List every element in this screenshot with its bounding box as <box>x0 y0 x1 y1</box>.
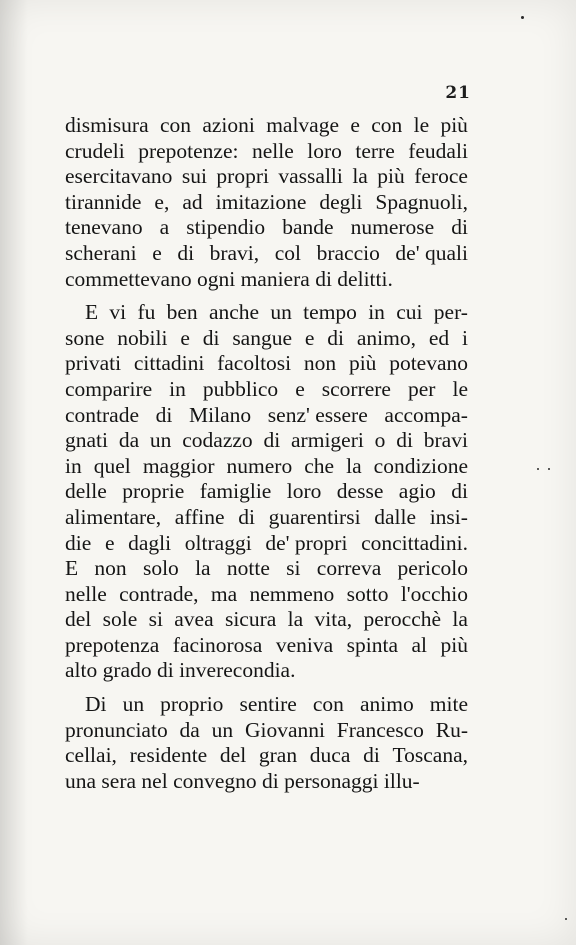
word: feudali <box>408 138 468 163</box>
word: e <box>304 325 315 350</box>
word: avea <box>174 607 214 632</box>
word: sangue <box>232 325 293 350</box>
word: delle <box>65 479 107 504</box>
word: de' propri <box>265 530 348 555</box>
word: di <box>155 402 173 427</box>
word: notte <box>226 556 270 581</box>
word: con <box>312 692 344 717</box>
text-line <box>65 139 468 165</box>
word: più <box>440 113 468 137</box>
word: privati <box>65 351 122 376</box>
word: anche <box>208 300 260 325</box>
word: con <box>159 113 191 137</box>
text-line <box>65 190 468 216</box>
word: di <box>396 428 413 453</box>
word: cittadini <box>133 351 205 376</box>
word: grado <box>102 658 152 683</box>
word: sera <box>101 768 137 793</box>
word: si <box>148 607 163 632</box>
word: loro <box>307 138 342 163</box>
word: sone <box>65 325 105 350</box>
word: loro <box>286 479 322 504</box>
word: nel <box>141 768 168 793</box>
text-line <box>65 377 468 403</box>
paragraph-gap <box>65 292 468 300</box>
word: di <box>238 504 255 529</box>
word: contrade <box>65 402 140 427</box>
text-line <box>65 215 468 241</box>
word: scorrere <box>321 376 391 401</box>
word: feroce <box>414 164 468 189</box>
text-line <box>65 113 468 139</box>
word: Ru- <box>435 717 468 742</box>
word: si <box>286 556 301 581</box>
page-number: 21 <box>445 83 471 103</box>
text-line <box>65 351 468 377</box>
word: maniera <box>240 266 310 291</box>
word: cui <box>396 300 423 325</box>
word: commettevano <box>65 266 192 291</box>
word: la <box>195 556 211 581</box>
body-text <box>65 113 468 794</box>
word: scherani <box>65 240 137 265</box>
word: pronunciato <box>65 717 168 742</box>
word: senz' essere <box>267 402 368 427</box>
word: alto <box>65 658 98 683</box>
word: armigeri <box>291 428 364 453</box>
word: bande <box>282 215 334 240</box>
word: non <box>94 556 127 581</box>
word: la <box>352 164 368 189</box>
word: residente <box>129 743 208 768</box>
word: un <box>122 692 145 717</box>
word: un <box>149 428 172 453</box>
word: dismisura <box>65 113 149 137</box>
word: concittadini. <box>361 530 468 555</box>
word: ma <box>210 581 238 606</box>
word: che <box>304 453 335 478</box>
word: e <box>104 530 115 555</box>
word: e <box>152 240 162 265</box>
word: codazzo <box>182 428 253 453</box>
text-line <box>65 164 468 190</box>
paper-speck <box>565 918 567 920</box>
paper-speck <box>548 468 550 470</box>
word: prepotenze: <box>138 138 239 163</box>
word: contrade, <box>119 581 199 606</box>
word: sotto <box>346 581 389 606</box>
word: di <box>262 768 279 793</box>
word: nelle <box>251 138 294 163</box>
word: oltraggi <box>184 530 252 555</box>
word: gnati <box>65 428 108 453</box>
word: mite <box>429 692 468 717</box>
text-line <box>65 531 468 557</box>
text-line <box>65 582 468 608</box>
word: prepotenza <box>65 632 160 657</box>
word: Toscana, <box>392 743 468 768</box>
word: un <box>211 717 234 742</box>
word: duca <box>309 743 351 768</box>
word: nelle <box>65 581 107 606</box>
word: per <box>408 376 436 401</box>
word: sui <box>181 164 207 189</box>
paragraph-gap <box>65 684 468 692</box>
word: animo <box>359 692 414 717</box>
word: più <box>348 351 377 376</box>
word: più <box>377 164 405 189</box>
word: sicura <box>224 607 277 632</box>
word: Francesco <box>336 717 424 742</box>
word: a <box>159 215 170 240</box>
word: per- <box>433 300 468 325</box>
word: facinorosa <box>172 632 263 657</box>
word: col <box>274 240 302 265</box>
word: l'occhio <box>400 581 468 606</box>
word: con <box>371 113 403 137</box>
word: ad <box>182 189 203 214</box>
word: le <box>452 376 468 401</box>
word: potevano <box>389 351 468 376</box>
word: proprie <box>122 479 185 504</box>
text-line <box>65 769 468 795</box>
word: illu- <box>383 768 420 793</box>
word: comparire <box>65 376 153 401</box>
text-line <box>65 300 468 326</box>
word: di <box>263 428 281 453</box>
text-line <box>65 454 468 480</box>
page-fold-shadow <box>0 0 28 945</box>
word: maggior <box>142 453 215 478</box>
word: quel <box>93 453 131 478</box>
word: personaggi <box>284 768 379 793</box>
word: esercitavano <box>65 164 173 189</box>
word: in <box>169 376 186 401</box>
word: bravi, <box>209 240 260 265</box>
paper-speck <box>537 468 539 470</box>
text-line <box>65 428 468 454</box>
text-line <box>65 658 468 684</box>
word: vita, <box>314 607 353 632</box>
word: delitti. <box>337 266 393 291</box>
word: correva <box>316 556 382 581</box>
text-line <box>65 403 468 429</box>
word: la <box>452 607 468 632</box>
word: i <box>462 325 468 350</box>
word: del <box>65 607 92 632</box>
word: sentire <box>239 692 297 717</box>
word: proprio <box>160 692 224 717</box>
paragraph <box>65 692 468 794</box>
word: animo, <box>356 325 416 350</box>
word: la <box>287 607 304 632</box>
word: e, <box>154 189 170 214</box>
text-line <box>65 479 468 505</box>
word: e <box>180 325 190 350</box>
word: de' quali <box>395 240 468 265</box>
word: sole <box>102 607 138 632</box>
word: azioni <box>202 113 255 137</box>
word: o <box>374 428 386 453</box>
word: braccio <box>316 240 380 265</box>
word: Spagnuoli, <box>375 189 468 214</box>
word: più <box>440 632 468 657</box>
paper-speck <box>521 16 524 19</box>
word: pericolo <box>397 556 468 581</box>
word: e <box>295 376 305 401</box>
word: del <box>219 743 247 768</box>
word: cellai, <box>65 743 117 768</box>
word: spinta <box>346 632 398 657</box>
word: ogni <box>196 266 236 291</box>
word: E <box>65 556 79 581</box>
word: Giovanni <box>244 717 325 742</box>
word: Di <box>85 692 107 717</box>
text-line <box>65 718 468 744</box>
word: di <box>451 479 468 504</box>
text-line <box>65 267 468 293</box>
word: insi- <box>429 504 468 529</box>
word: fu <box>137 300 156 325</box>
word: terre <box>355 138 395 163</box>
text-line <box>65 505 468 531</box>
word: desse <box>336 479 384 504</box>
word: numero <box>226 453 293 478</box>
word: di <box>327 325 345 350</box>
word: tenevano <box>65 215 143 240</box>
word: non <box>303 351 337 376</box>
word: di <box>315 266 332 291</box>
word: di <box>156 658 174 683</box>
word: un <box>270 300 292 325</box>
word: di <box>363 743 380 768</box>
text-line <box>65 241 468 267</box>
word: di <box>202 325 220 350</box>
word: di <box>451 215 468 240</box>
word: solo <box>142 556 179 581</box>
text-line <box>65 556 468 582</box>
word: affine <box>174 504 225 529</box>
word: numerose <box>350 215 435 240</box>
word: imitazione <box>215 189 307 214</box>
word: da <box>118 428 140 453</box>
word: E <box>85 300 99 325</box>
word: perocchè <box>363 607 442 632</box>
word: ben <box>166 300 198 325</box>
text-line <box>65 743 468 769</box>
text-line <box>65 692 468 718</box>
paragraph <box>65 300 468 684</box>
paragraph <box>65 113 468 292</box>
word: tirannide <box>65 189 142 214</box>
text-line <box>65 633 468 659</box>
word: die <box>65 530 92 555</box>
word: pubblico <box>202 376 279 401</box>
word: da <box>179 717 200 742</box>
word: crudeli <box>65 138 125 163</box>
word: alimentare, <box>65 504 162 529</box>
word: malvage <box>266 113 340 137</box>
word: nobili <box>117 325 168 350</box>
word: e <box>350 113 360 137</box>
word: nemmeno <box>249 581 335 606</box>
word: le <box>413 113 430 137</box>
word: stipendio <box>186 215 266 240</box>
word: ed <box>428 325 450 350</box>
word: al <box>411 632 427 657</box>
word: degli <box>319 189 363 214</box>
word: propri <box>216 164 269 189</box>
word: vi <box>109 300 127 325</box>
word: in <box>65 453 82 478</box>
word: agio <box>398 479 436 504</box>
word: vassalli <box>278 164 343 189</box>
word: accompa- <box>384 402 468 427</box>
word: Milano <box>189 402 252 427</box>
word: facoltosi <box>217 351 292 376</box>
word: di <box>177 240 195 265</box>
word: dagli <box>128 530 172 555</box>
word: guarentirsi <box>268 504 361 529</box>
word: tempo <box>303 300 357 325</box>
word: la <box>346 453 362 478</box>
word: una <box>65 768 97 793</box>
word: bravi <box>423 428 468 453</box>
text-line <box>65 326 468 352</box>
word: famiglie <box>199 479 272 504</box>
word: condizione <box>373 453 468 478</box>
word: veniva <box>275 632 334 657</box>
word: gran <box>258 743 298 768</box>
text-line <box>65 607 468 633</box>
word: in <box>368 300 385 325</box>
word: inverecondia. <box>179 658 296 683</box>
word: convegno <box>173 768 257 793</box>
word: dalle <box>374 504 417 529</box>
